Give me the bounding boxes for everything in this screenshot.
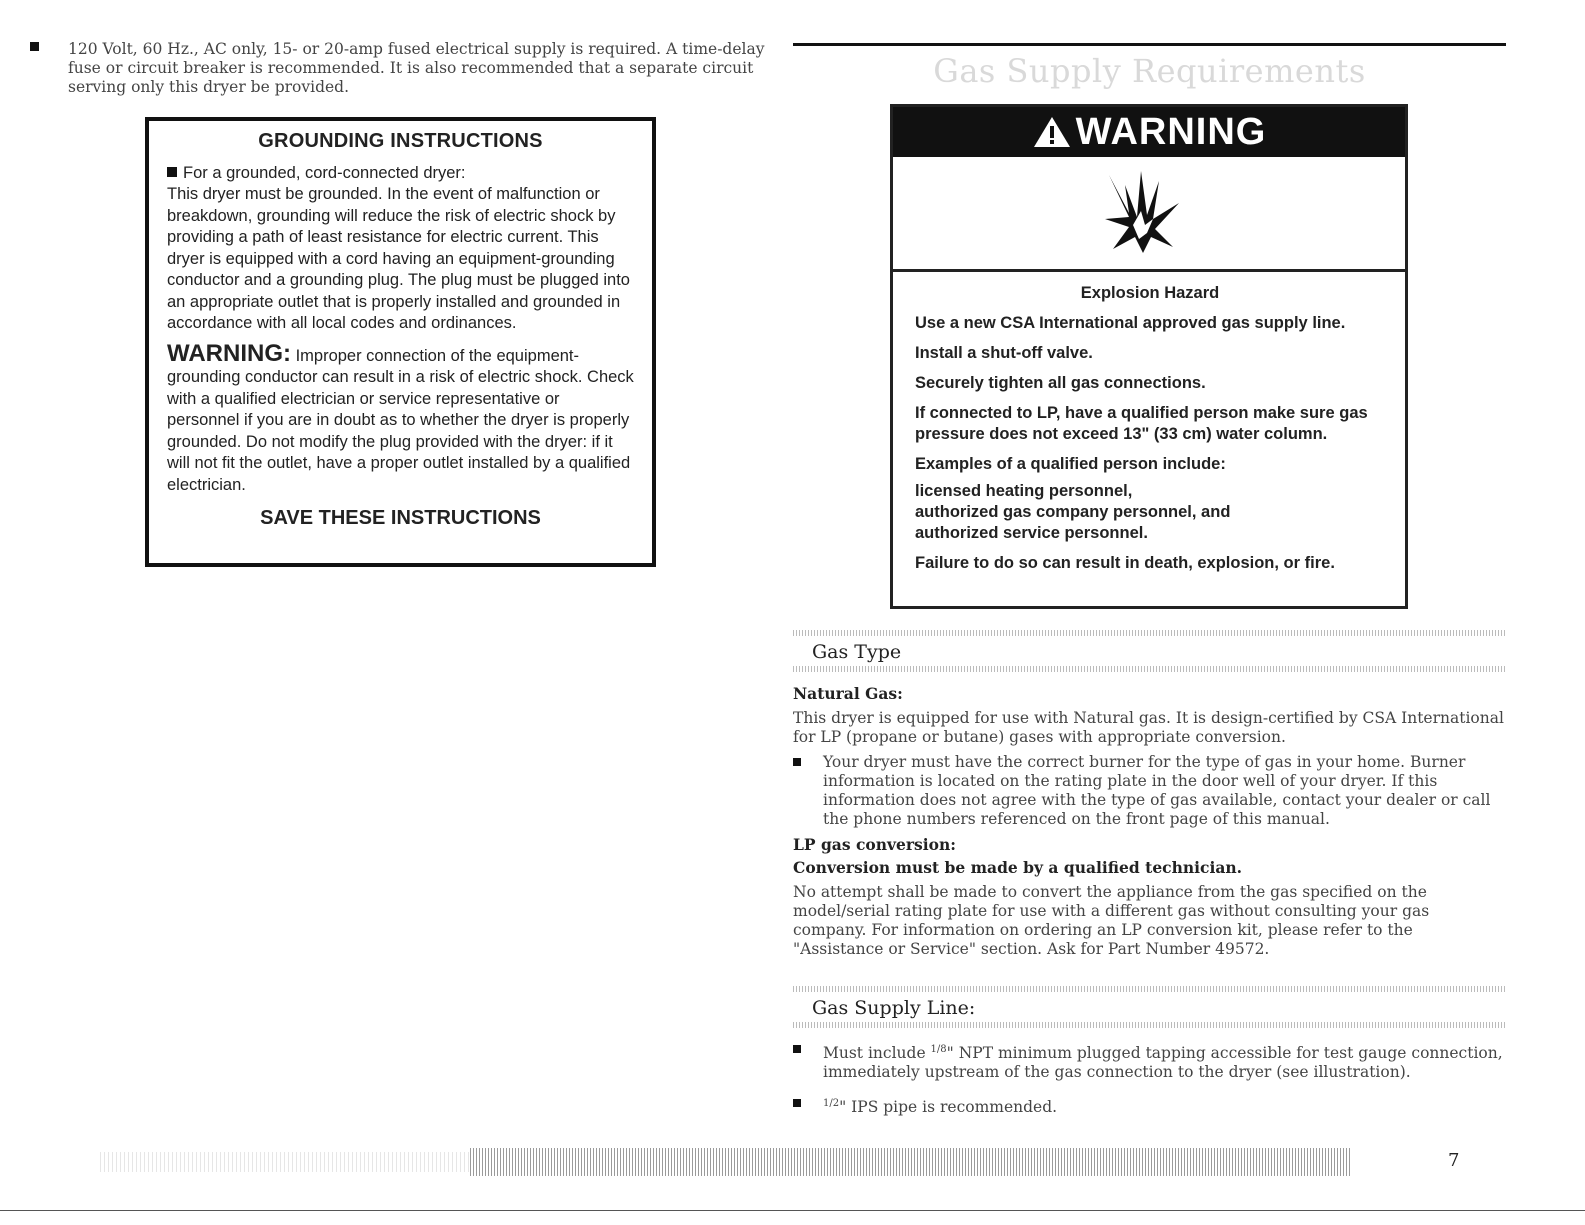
burner-info-text: Your dryer must have the correct burner for the type of gas in your home. Burner information is located on the rating plate in the door well of your dryer. If this information does not agree with the type of gas available, contact your dealer or call the phone numbers referenced on the front page of this manual. xyxy=(823,753,1491,828)
bullet-icon xyxy=(793,758,801,766)
footer-band xyxy=(470,1148,1350,1176)
save-instructions: SAVE THESE INSTRUCTIONS xyxy=(260,507,541,529)
fraction: 1/2 xyxy=(823,1098,840,1110)
bullet-icon xyxy=(793,1099,801,1107)
failure-statement: Failure to do so can result in death, explosion, or fire. xyxy=(915,554,1335,572)
warning-text-block xyxy=(915,283,1385,583)
bullet-icon xyxy=(30,42,39,51)
gas-type-heading: Gas Type xyxy=(812,641,902,663)
gas-supply-line-heading: Gas Supply Line: xyxy=(812,997,976,1019)
natural-gas-label: Natural Gas: xyxy=(793,684,903,703)
divider xyxy=(793,666,1506,672)
list-item xyxy=(793,753,1505,829)
lp-conversion-subtitle: Conversion must be made by a qualified technician. xyxy=(793,858,1243,877)
example-item: authorized gas company personnel, and xyxy=(915,503,1231,521)
natural-gas-text: This dryer is equipped for use with Natural gas. It is design-certified by CSA International for LP (propane or butane) gases with appropriate conversion. xyxy=(793,709,1504,746)
explosion-warning-box xyxy=(890,104,1408,609)
warning-line: Examples of a qualified person include: xyxy=(915,455,1226,473)
divider xyxy=(793,630,1506,636)
supply-bullet-1-pre: Must include xyxy=(823,1044,931,1063)
lp-conversion-text: No attempt shall be made to convert the appliance from the gas specified on the model/serial rating plate for use with a different gas without consulting your gas company. For information on ordering an LP conversion kit, please refer to the "Assistance or Service" section. Ask for Part Number 49572. xyxy=(793,883,1430,958)
warning-line: Install a shut-off valve. xyxy=(915,344,1093,362)
warning-triangle-icon xyxy=(1032,115,1072,149)
warning-banner xyxy=(893,107,1405,157)
divider xyxy=(793,1022,1506,1028)
list-item xyxy=(793,1040,1505,1082)
example-item: authorized service personnel. xyxy=(915,524,1148,542)
warning-line: If connected to LP, have a qualified person make sure gas pressure does not exceed 13" (33 cm) water column. xyxy=(915,404,1368,443)
grounding-warning xyxy=(167,339,634,497)
warning-banner-text: WARNING xyxy=(1075,110,1267,153)
grounding-title: GROUNDING INSTRUCTIONS xyxy=(258,130,543,152)
bullet-icon xyxy=(167,167,177,177)
gas-supply-body xyxy=(793,1040,1505,1129)
explosion-icon xyxy=(1103,167,1183,257)
top-divider xyxy=(793,43,1506,46)
warning-word: WARNING: xyxy=(167,339,291,367)
lp-conversion-label: LP gas conversion: xyxy=(793,835,956,854)
section-title: Gas Supply Requirements xyxy=(933,52,1366,90)
grounding-body: This dryer must be grounded. In the event of malfunction or breakdown, grounding will reduce the risk of electric shock by providing a path of least resistance for electric current. This dryer is equipped with a cord having an equipment-grounding conductor and a grounding plug. The plug must be plugged into an appropriate outlet that is properly installed and grounded in accordance with all local codes and ordinances. xyxy=(167,185,630,332)
grounding-instructions-box xyxy=(145,117,656,567)
grounding-bullet-text: For a grounded, cord-connected dryer: xyxy=(183,163,466,182)
grounding-bullet xyxy=(167,163,634,185)
gas-type-body xyxy=(793,684,1505,965)
warning-line: Use a new CSA International approved gas supply line. xyxy=(915,314,1346,332)
warning-line: Securely tighten all gas connections. xyxy=(915,374,1206,392)
bottom-divider xyxy=(0,1210,1585,1211)
intro-paragraph xyxy=(30,40,770,97)
supply-bullet-1-post: " NPT minimum plugged tapping accessible for test gauge connection, immediately upstream of the gas connection to the dryer (see illustration). xyxy=(823,1044,1503,1082)
example-item: licensed heating personnel, xyxy=(915,482,1133,500)
fraction: 1/8 xyxy=(930,1044,947,1055)
page-number: 7 xyxy=(1448,1150,1460,1171)
supply-bullet-2: " IPS pipe is recommended. xyxy=(839,1098,1058,1117)
bullet-icon xyxy=(793,1045,801,1053)
list-item xyxy=(793,1094,1505,1117)
footer-decoration xyxy=(100,1152,470,1172)
intro-text: 120 Volt, 60 Hz., AC only, 15- or 20-amp fused electrical supply is required. A time-delay fuse or circuit breaker is recommended. It is also recommended that a separate circuit serving only this dryer be provided. xyxy=(68,40,765,96)
explosion-icon-area xyxy=(893,157,1405,272)
divider xyxy=(793,986,1506,992)
hazard-title: Explosion Hazard xyxy=(1080,284,1220,302)
warning-text: Improper connection of the equipment-grounding conductor can result in a risk of electric shock. Check with a qualified electrician or service representative or personnel if you are in doubt as to whether the dryer is properly grounded. Do not modify the plug provided with the dryer: if it will not fit the outlet, have a proper outlet installed by a qualified electrician. xyxy=(167,346,634,494)
